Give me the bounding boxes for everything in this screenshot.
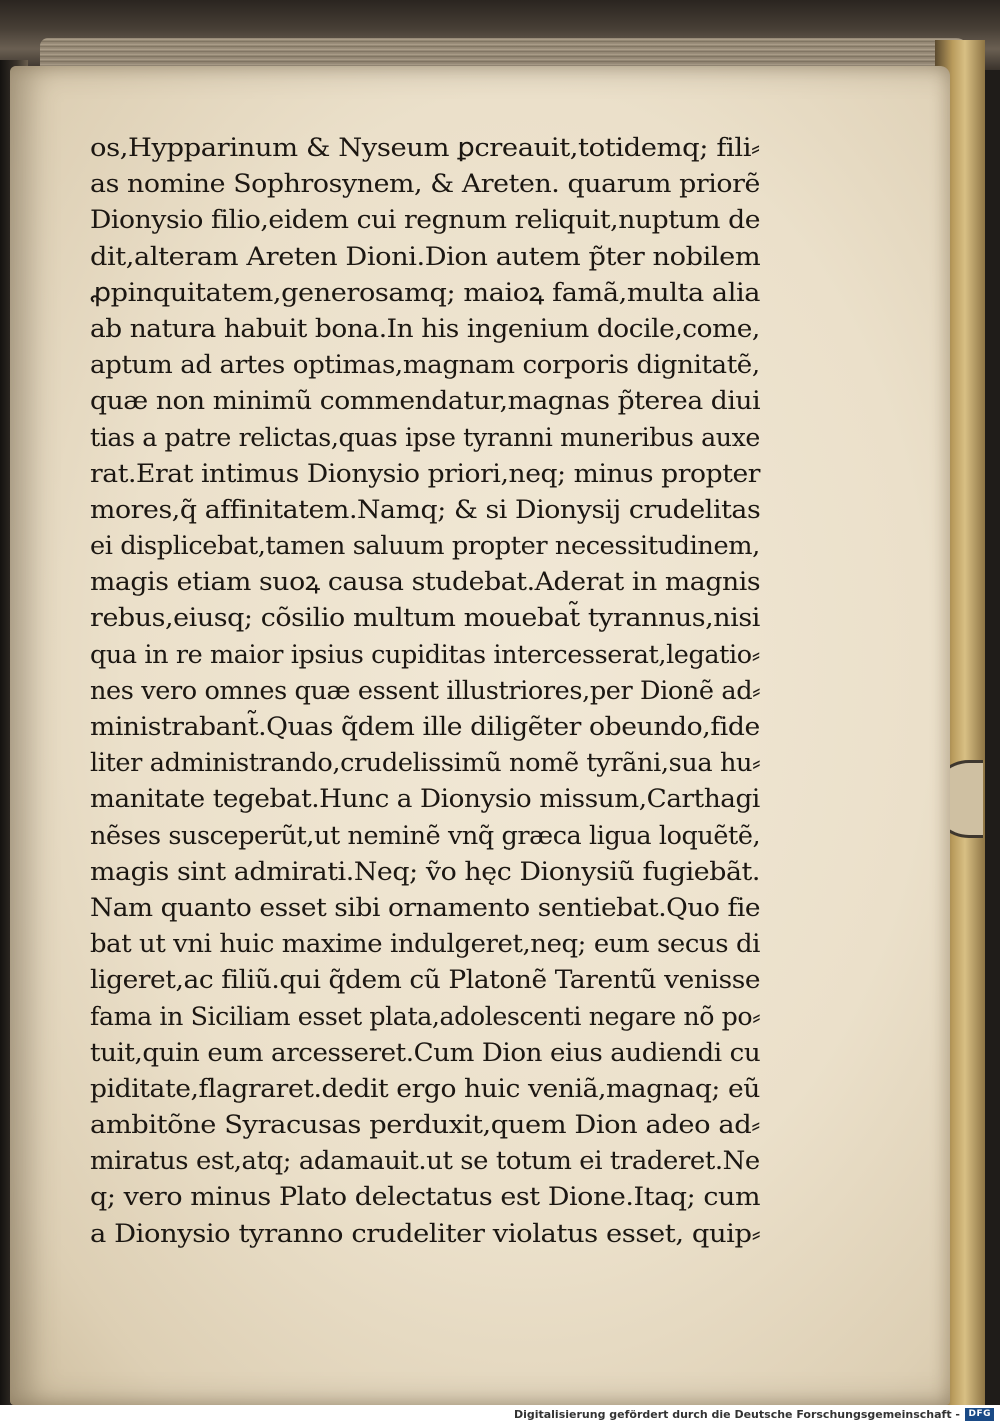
text-line: Dionysio filio,eidem cui regnum reliquit,nuptum de bbox=[90, 205, 761, 236]
dfg-logo: DFG bbox=[965, 1408, 994, 1421]
footer-bar bbox=[0, 1405, 1000, 1425]
text-line: aptum ad artes optimas,magnam corporis dignitatẽ, bbox=[90, 350, 760, 381]
text-line: tuit,quin eum arcesseret.Cum Dion eius audiendi cu bbox=[90, 1037, 761, 1068]
text-line: ministrabant̃.Quas q̃dem ille diligẽter obeundo,fide bbox=[90, 712, 760, 742]
text-line: ei displicebat,tamen saluum propter necessitudinem, bbox=[90, 531, 760, 562]
text-line: qua in re maior ipsius cupiditas intercesserat,legatio⸗ bbox=[90, 639, 760, 670]
text-line: Nam quanto esset sibi ornamento sentiebat.Quo fie bbox=[90, 892, 761, 923]
text-line: os,Hypparinum & Nyseum ꝑcreauit,totidemq; fili⸗ bbox=[90, 133, 760, 163]
text-line: fama in Siciliam esset plata,adolescenti negare nõ po⸗ bbox=[90, 1001, 761, 1032]
text-line: rat.Erat intimus Dionysio priori,neq; minus propter bbox=[90, 458, 761, 489]
text-line: ligeret,ac filiũ.qui q̃dem cũ Platonẽ Tarentũ venisse bbox=[90, 965, 761, 996]
text-line: mores,q̃ affinitatem.Namq; & si Dionysij crudelitas bbox=[90, 494, 761, 525]
text-line: dit,alteram Areten Dioni.Dion autem p̃ter nobilem bbox=[90, 241, 761, 272]
page-text-block bbox=[90, 130, 760, 1252]
text-line: as nomine Sophrosynem, & Areten. quarum priorẽ bbox=[90, 169, 760, 200]
text-line: quæ non minimũ commendatur,magnas p̃terea diui bbox=[90, 386, 761, 417]
text-line: ab natura habuit bona.In his ingenium docile,come, bbox=[90, 313, 760, 344]
text-line: piditate,flagraret.dedit ergo huic veniã,magnaq; eũ bbox=[90, 1073, 760, 1104]
text-line: a Dionysio tyranno crudeliter violatus esset, quip⸗ bbox=[90, 1218, 761, 1249]
text-line: tias a patre relictas,quas ipse tyranni muneribus auxe bbox=[90, 422, 760, 453]
text-line: liter administrando,crudelissimũ nomẽ tyrãni,sua hu⸗ bbox=[90, 748, 761, 779]
text-line: magis sint admirati.Neq; ṽo hęc Dionysiũ fugiebãt. bbox=[90, 856, 761, 887]
text-line: ambitõne Syracusas perduxit,quem Dion adeo ad⸗ bbox=[90, 1110, 760, 1141]
text-line: bat ut vni huic maxime indulgeret,neq; eum secus di bbox=[90, 929, 761, 960]
text-line: nes vero omnes quæ essent illustriores,per Dionẽ ad⸗ bbox=[90, 675, 761, 706]
text-line: magis etiam suoꝝ causa studebat.Aderat in magnis bbox=[90, 567, 761, 598]
text-line: miratus est,atq; adamauit.ut se totum ei traderet.Ne bbox=[90, 1146, 760, 1177]
text-line: manitate tegebat.Hunc a Dionysio missum,Carthagi bbox=[90, 784, 760, 815]
text-line: nẽses susceperũt,ut neminẽ vnq̃ græca ligua loquẽtẽ, bbox=[90, 820, 761, 851]
text-line: ꝓpinquitatem,generosamq; maioꝝ famã,multa alia bbox=[90, 277, 760, 308]
footer-credit: Digitalisierung gefördert durch die Deutsche Forschungsgemeinschaft - bbox=[513, 1408, 960, 1421]
text-line: rebus,eiusq; cõsilio multum mouebat̃ tyrannus,nisi bbox=[90, 603, 760, 634]
text-line: q; vero minus Plato delectatus est Dione.Itaq; cum bbox=[90, 1182, 761, 1213]
